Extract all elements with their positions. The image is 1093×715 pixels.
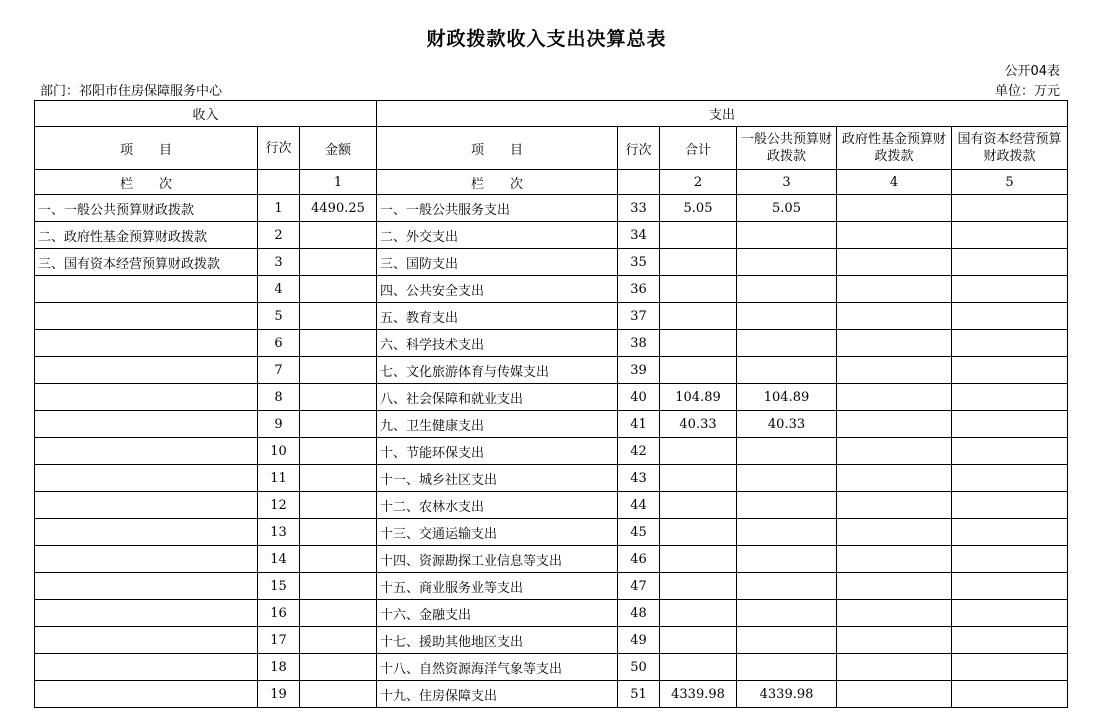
gov-fund-cell bbox=[837, 573, 952, 600]
expense-item-cell: 三、国防支出 bbox=[377, 249, 618, 276]
expense-line-no-cell: 45 bbox=[618, 519, 660, 546]
table-row bbox=[35, 465, 1068, 492]
income-line-no-cell: 19 bbox=[258, 681, 300, 708]
income-amount-cell bbox=[300, 384, 377, 411]
empty-cell bbox=[618, 170, 660, 195]
income-item-cell bbox=[35, 438, 258, 465]
state-capital-cell bbox=[952, 573, 1068, 600]
income-amount-cell bbox=[300, 411, 377, 438]
income-line-no-cell: 2 bbox=[258, 222, 300, 249]
income-item-cell: 二、政府性基金预算财政拨款 bbox=[35, 222, 258, 249]
expense-line-no-cell: 42 bbox=[618, 438, 660, 465]
general-budget-cell: 104.89 bbox=[737, 384, 837, 411]
state-capital-cell bbox=[952, 465, 1068, 492]
column-number: 5 bbox=[952, 170, 1068, 195]
expense-item-cell: 六、科学技术支出 bbox=[377, 330, 618, 357]
table-row bbox=[35, 519, 1068, 546]
gov-fund-cell bbox=[837, 195, 952, 222]
income-line-no-header: 行次 bbox=[258, 127, 300, 170]
income-line-no-cell: 3 bbox=[258, 249, 300, 276]
budget-summary-table bbox=[34, 100, 1068, 708]
income-line-no-cell: 12 bbox=[258, 492, 300, 519]
income-item-cell bbox=[35, 492, 258, 519]
income-item-cell bbox=[35, 357, 258, 384]
column-number: 1 bbox=[300, 170, 377, 195]
income-line-no-cell: 15 bbox=[258, 573, 300, 600]
income-item-cell bbox=[35, 465, 258, 492]
expense-line-no-cell: 46 bbox=[618, 546, 660, 573]
state-capital-cell bbox=[952, 627, 1068, 654]
general-budget-cell bbox=[737, 303, 837, 330]
income-item-cell: 三、国有资本经营预算财政拨款 bbox=[35, 249, 258, 276]
income-line-no-cell: 17 bbox=[258, 627, 300, 654]
income-line-no-cell: 18 bbox=[258, 654, 300, 681]
expense-line-no-cell: 33 bbox=[618, 195, 660, 222]
income-line-no-cell: 1 bbox=[258, 195, 300, 222]
column-number: 4 bbox=[837, 170, 952, 195]
expense-item-cell: 十四、资源勘探工业信息等支出 bbox=[377, 546, 618, 573]
table-row bbox=[35, 438, 1068, 465]
expense-line-no-cell: 44 bbox=[618, 492, 660, 519]
table-row bbox=[35, 654, 1068, 681]
expense-item-cell: 七、文化旅游体育与传媒支出 bbox=[377, 357, 618, 384]
state-capital-cell bbox=[952, 222, 1068, 249]
income-amount-cell bbox=[300, 330, 377, 357]
income-line-no-cell: 14 bbox=[258, 546, 300, 573]
expense-item-cell: 十八、自然资源海洋气象等支出 bbox=[377, 654, 618, 681]
expense-item-cell: 十五、商业服务业等支出 bbox=[377, 573, 618, 600]
gov-fund-cell bbox=[837, 600, 952, 627]
general-budget-cell bbox=[737, 330, 837, 357]
general-budget-cell bbox=[737, 465, 837, 492]
table-row bbox=[35, 411, 1068, 438]
expense-item-cell: 一、一般公共服务支出 bbox=[377, 195, 618, 222]
total-cell bbox=[660, 303, 737, 330]
income-amount-cell bbox=[300, 303, 377, 330]
general-budget-cell bbox=[737, 357, 837, 384]
income-line-no-cell: 10 bbox=[258, 438, 300, 465]
income-item-cell bbox=[35, 303, 258, 330]
income-item-header: 项 目 bbox=[35, 127, 258, 170]
income-item-cell bbox=[35, 627, 258, 654]
table-row bbox=[35, 195, 1068, 222]
income-amount-cell bbox=[300, 465, 377, 492]
income-line-no-cell: 13 bbox=[258, 519, 300, 546]
income-amount-cell: 4490.25 bbox=[300, 195, 377, 222]
table-row bbox=[35, 357, 1068, 384]
table-row bbox=[35, 627, 1068, 654]
total-cell: 5.05 bbox=[660, 195, 737, 222]
income-column-label: 栏 次 bbox=[35, 170, 258, 195]
income-line-no-cell: 9 bbox=[258, 411, 300, 438]
total-cell bbox=[660, 330, 737, 357]
total-cell bbox=[660, 546, 737, 573]
expense-line-no-cell: 51 bbox=[618, 681, 660, 708]
state-capital-cell bbox=[952, 357, 1068, 384]
table-row bbox=[35, 249, 1068, 276]
total-header: 合计 bbox=[660, 127, 737, 170]
total-cell bbox=[660, 465, 737, 492]
expense-line-no-cell: 48 bbox=[618, 600, 660, 627]
state-capital-cell bbox=[952, 492, 1068, 519]
state-capital-cell bbox=[952, 519, 1068, 546]
general-budget-cell bbox=[737, 492, 837, 519]
gov-fund-cell bbox=[837, 681, 952, 708]
total-cell bbox=[660, 492, 737, 519]
form-number: 公开04表 bbox=[1004, 64, 1060, 79]
expense-line-no-header: 行次 bbox=[618, 127, 660, 170]
empty-cell bbox=[258, 170, 300, 195]
general-budget-cell bbox=[737, 546, 837, 573]
gov-fund-cell bbox=[837, 492, 952, 519]
expense-line-no-cell: 34 bbox=[618, 222, 660, 249]
state-capital-cell bbox=[952, 681, 1068, 708]
total-cell bbox=[660, 573, 737, 600]
income-item-cell bbox=[35, 384, 258, 411]
general-budget-cell bbox=[737, 222, 837, 249]
table-row bbox=[35, 384, 1068, 411]
total-cell bbox=[660, 438, 737, 465]
table-row bbox=[35, 330, 1068, 357]
total-cell: 4339.98 bbox=[660, 681, 737, 708]
income-amount-cell bbox=[300, 573, 377, 600]
expense-item-cell: 八、社会保障和就业支出 bbox=[377, 384, 618, 411]
state-capital-cell bbox=[952, 546, 1068, 573]
income-amount-cell bbox=[300, 438, 377, 465]
state-capital-cell bbox=[952, 195, 1068, 222]
state-capital-cell bbox=[952, 654, 1068, 681]
income-header: 收入 bbox=[35, 101, 377, 127]
expense-item-cell: 十六、金融支出 bbox=[377, 600, 618, 627]
income-item-cell bbox=[35, 654, 258, 681]
gov-fund-cell bbox=[837, 222, 952, 249]
expense-item-cell: 十三、交通运输支出 bbox=[377, 519, 618, 546]
expense-item-cell: 九、卫生健康支出 bbox=[377, 411, 618, 438]
table-row bbox=[35, 492, 1068, 519]
income-amount-cell bbox=[300, 519, 377, 546]
income-amount-cell bbox=[300, 546, 377, 573]
expense-item-cell: 十九、住房保障支出 bbox=[377, 681, 618, 708]
income-item-cell bbox=[35, 600, 258, 627]
income-item-cell bbox=[35, 573, 258, 600]
total-cell: 104.89 bbox=[660, 384, 737, 411]
general-budget-cell bbox=[737, 627, 837, 654]
expense-column-label: 栏 次 bbox=[377, 170, 618, 195]
general-budget-cell bbox=[737, 654, 837, 681]
state-capital-cell bbox=[952, 438, 1068, 465]
income-line-no-cell: 16 bbox=[258, 600, 300, 627]
general-budget-cell bbox=[737, 519, 837, 546]
state-capital-cell bbox=[952, 411, 1068, 438]
state-capital-header: 国有资本经营预算财政拨款 bbox=[952, 127, 1068, 170]
expense-line-no-cell: 47 bbox=[618, 573, 660, 600]
income-amount-cell bbox=[300, 627, 377, 654]
gov-fund-cell bbox=[837, 276, 952, 303]
table-row bbox=[35, 681, 1068, 708]
income-item-cell bbox=[35, 681, 258, 708]
general-budget-cell bbox=[737, 438, 837, 465]
general-budget-cell bbox=[737, 249, 837, 276]
state-capital-cell bbox=[952, 276, 1068, 303]
gov-fund-cell bbox=[837, 519, 952, 546]
state-capital-cell bbox=[952, 384, 1068, 411]
income-amount-cell bbox=[300, 222, 377, 249]
gov-fund-cell bbox=[837, 303, 952, 330]
expense-item-cell: 十二、农林水支出 bbox=[377, 492, 618, 519]
general-budget-cell bbox=[737, 276, 837, 303]
table-row bbox=[35, 222, 1068, 249]
expense-line-no-cell: 36 bbox=[618, 276, 660, 303]
income-amount-header: 金额 bbox=[300, 127, 377, 170]
table-row bbox=[35, 546, 1068, 573]
expense-item-cell: 五、教育支出 bbox=[377, 303, 618, 330]
expense-line-no-cell: 39 bbox=[618, 357, 660, 384]
state-capital-cell bbox=[952, 600, 1068, 627]
total-cell bbox=[660, 276, 737, 303]
unit-label: 单位：万元 bbox=[994, 84, 1060, 99]
expense-item-cell: 十一、城乡社区支出 bbox=[377, 465, 618, 492]
gov-fund-cell bbox=[837, 357, 952, 384]
income-item-cell bbox=[35, 546, 258, 573]
income-line-no-cell: 4 bbox=[258, 276, 300, 303]
gov-fund-cell bbox=[837, 411, 952, 438]
expense-line-no-cell: 37 bbox=[618, 303, 660, 330]
income-line-no-cell: 8 bbox=[258, 384, 300, 411]
gov-fund-cell bbox=[837, 546, 952, 573]
column-number: 3 bbox=[737, 170, 837, 195]
income-item-cell bbox=[35, 330, 258, 357]
gov-fund-cell bbox=[837, 654, 952, 681]
gov-fund-cell bbox=[837, 384, 952, 411]
income-item-cell bbox=[35, 411, 258, 438]
total-cell bbox=[660, 357, 737, 384]
expense-line-no-cell: 41 bbox=[618, 411, 660, 438]
expense-line-no-cell: 38 bbox=[618, 330, 660, 357]
state-capital-cell bbox=[952, 303, 1068, 330]
income-amount-cell bbox=[300, 600, 377, 627]
gov-fund-cell bbox=[837, 465, 952, 492]
gov-fund-cell bbox=[837, 627, 952, 654]
income-line-no-cell: 7 bbox=[258, 357, 300, 384]
table-row bbox=[35, 573, 1068, 600]
table-row bbox=[35, 303, 1068, 330]
total-cell bbox=[660, 654, 737, 681]
table-row bbox=[35, 600, 1068, 627]
state-capital-cell bbox=[952, 330, 1068, 357]
expense-item-cell: 十、节能环保支出 bbox=[377, 438, 618, 465]
expense-line-no-cell: 40 bbox=[618, 384, 660, 411]
income-amount-cell bbox=[300, 654, 377, 681]
expense-line-no-cell: 50 bbox=[618, 654, 660, 681]
general-budget-cell: 40.33 bbox=[737, 411, 837, 438]
table-row bbox=[35, 276, 1068, 303]
expense-item-cell: 二、外交支出 bbox=[377, 222, 618, 249]
column-number: 2 bbox=[660, 170, 737, 195]
income-item-cell bbox=[35, 276, 258, 303]
general-budget-header: 一般公共预算财政拨款 bbox=[737, 127, 837, 170]
income-amount-cell bbox=[300, 249, 377, 276]
expense-item-cell: 四、公共安全支出 bbox=[377, 276, 618, 303]
income-line-no-cell: 6 bbox=[258, 330, 300, 357]
expense-item-cell: 十七、援助其他地区支出 bbox=[377, 627, 618, 654]
total-cell: 40.33 bbox=[660, 411, 737, 438]
page-title: 财政拨款收入支出决算总表 bbox=[426, 28, 667, 50]
total-cell bbox=[660, 222, 737, 249]
general-budget-cell: 4339.98 bbox=[737, 681, 837, 708]
income-line-no-cell: 5 bbox=[258, 303, 300, 330]
income-item-cell: 一、一般公共预算财政拨款 bbox=[35, 195, 258, 222]
general-budget-cell: 5.05 bbox=[737, 195, 837, 222]
expense-header: 支出 bbox=[377, 101, 1068, 127]
expense-item-header: 项 目 bbox=[377, 127, 618, 170]
total-cell bbox=[660, 519, 737, 546]
general-budget-cell bbox=[737, 573, 837, 600]
gov-fund-cell bbox=[837, 249, 952, 276]
state-capital-cell bbox=[952, 249, 1068, 276]
gov-fund-cell bbox=[837, 330, 952, 357]
income-amount-cell bbox=[300, 681, 377, 708]
total-cell bbox=[660, 627, 737, 654]
income-line-no-cell: 11 bbox=[258, 465, 300, 492]
total-cell bbox=[660, 600, 737, 627]
income-amount-cell bbox=[300, 357, 377, 384]
gov-fund-cell bbox=[837, 438, 952, 465]
income-amount-cell bbox=[300, 492, 377, 519]
expense-line-no-cell: 35 bbox=[618, 249, 660, 276]
expense-line-no-cell: 49 bbox=[618, 627, 660, 654]
income-item-cell bbox=[35, 519, 258, 546]
general-budget-cell bbox=[737, 600, 837, 627]
expense-line-no-cell: 43 bbox=[618, 465, 660, 492]
income-amount-cell bbox=[300, 276, 377, 303]
gov-fund-header: 政府性基金预算财政拨款 bbox=[837, 127, 952, 170]
department-label: 部门：祁阳市住房保障服务中心 bbox=[40, 84, 223, 99]
total-cell bbox=[660, 249, 737, 276]
